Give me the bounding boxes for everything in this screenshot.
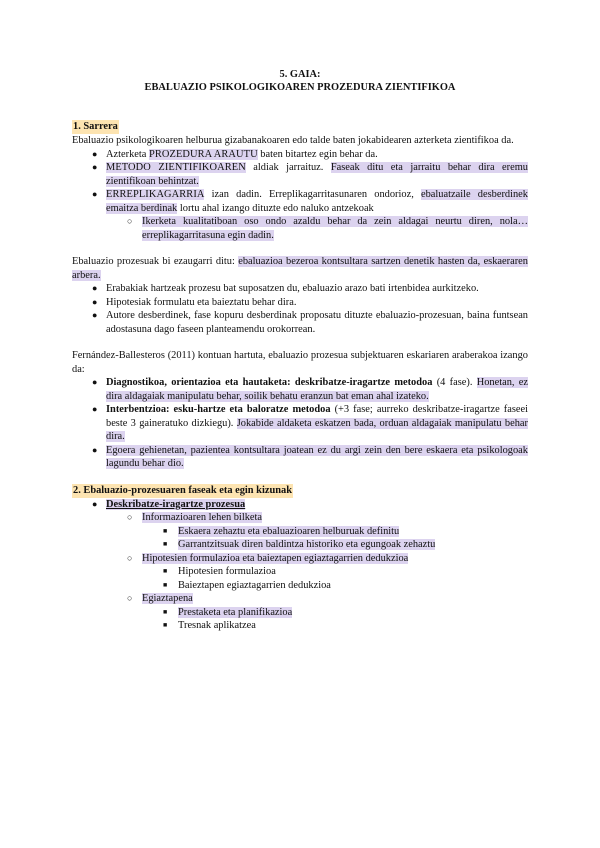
list-item: ● Hipotesiak formulatu eta baieztatu behar dira. [92,296,297,308]
section-1c [72,349,528,471]
list-item [72,444,528,471]
list-item: ● Autore desberdinek, fase kopuru desberdinak proposatu dituzte ebaluazio-prozesuan, baina funtsean adostasuna dago faseen planteamendu orokorrean. [92,310,528,335]
bullet-icon: ● [92,444,98,455]
section-1b-list [72,282,528,336]
square-bullet-icon: ■ [163,540,168,548]
highlight: Faseak ditu eta jarraitu behar dira eremu zientifikoan behintzat. [106,162,528,187]
section-2 [72,484,528,633]
bullet-icon: ● [92,189,98,199]
section-1 [72,120,528,242]
title-line-1: 5. GAIA: [279,69,321,80]
sub-list-item [72,215,528,242]
bullet-icon: ● [92,162,98,172]
bullet-icon: ● [92,404,98,414]
section-1-heading: 1. Sarrera [73,121,118,132]
highlight: Ikerketa kualitatiboan oso ondo azaldu behar da zein aldagai neurtu diren, nola… erreplikagarritasuna egin dadin. [142,216,528,241]
section-1c-list [72,376,528,471]
sub-list-item [72,511,528,525]
bullet-icon: ● [92,148,98,159]
section-2-heading: 2. Ebaluazio-prozesuaren faseak eta egin kizunak [73,484,292,496]
square-bullet-icon: ■ [163,607,168,616]
bullet-icon: ● [92,310,98,320]
bullet-icon: ● [92,296,98,307]
page-title [72,68,528,94]
list-item [72,498,528,512]
highlight: METODO ZIENTIFIKOAREN [106,162,246,173]
sub-sub-list-item [72,525,528,539]
highlight: PROZEDURA ARAUTU [148,148,258,160]
highlight: Prestaketa eta planifikazioa [178,606,293,618]
highlight: ebaluatzaile desberdinek emaitza berdinak [106,189,528,214]
highlight: Garrantzitsuak diren baldintza historiko eta egungoak zehaztu [178,539,436,550]
highlight: Egoera gehienetan, pazientea kontsultara joatean ez du argi zein den bere eskaera eta psikologoak lagundu behar dio. [106,444,528,469]
circle-bullet-icon: ○ [127,216,133,226]
square-bullet-icon: ■ [163,621,168,629]
circle-bullet-icon: ○ [127,512,133,522]
square-bullet-icon: ■ [163,567,168,575]
bullet-icon: ● [92,283,98,293]
section-1-list [72,148,528,243]
highlight: Eskaera zehaztu eta ebaluazioaren helburuak definitu [178,525,400,537]
list-item: ● Azterketa PROZEDURA ARAUTU baten bitartez egin behar da. [92,148,378,160]
sub-sub-list-item: ■ Tresnak aplikatzea [163,620,256,631]
list-item: ● ERREPLIKAGARRIA izan dadin. Erreplikagarritasunaren ondorioz, ebaluatzaile desberdinek emaitza berdinak lortu ahal izango dituzte edo naluko antzekoak [92,189,528,214]
section-1-intro: Ebaluazio psikologikoaren helburua gizabanakoaren edo talde baten jokabidearen azterketa zientifikoa da. [72,135,514,146]
sub-sub-list-item: ■ Baieztapen egiaztagarrien dedukzioa [163,579,331,591]
sub-sub-list-item [72,538,528,552]
bullet-icon: ● [92,377,98,387]
highlight: ERREPLIKAGARRIA [106,189,205,200]
list-item: ● METODO ZIENTIFIKOAREN aldiak jarraituz. Faseak ditu eta jarraitu behar dira eremu zientifikoan behintzat. [92,162,528,187]
list-item: ● Diagnostikoa, orientazioa eta hautaketa: deskribatze-iragartze metodoa (4 fase). Honetan, ez dira aldagaiak manipulatu behar, soilik behatu eranzun bat eman ahal izateko. [92,377,529,402]
bullet-icon: ● [92,498,98,509]
list-item: ● Erabakiak hartzeak prozesu bat suposatzen du, ebaluazio arazo bati irtenbidea aurkitzeko. [92,283,479,294]
sub-sub-list-item [72,606,528,620]
circle-bullet-icon: ○ [127,593,133,603]
document-page [72,68,528,633]
highlight: Egiaztapena [142,593,193,604]
highlight: ebaluazioa bezeroa kontsultara sartzen denetik hasten da, eskaeraren arbera. [72,256,528,281]
highlight: Informazioaren lehen bilketa [142,512,263,523]
sub-sub-list-item: ■ Hipotesien formulazioa [163,566,276,577]
highlight: Hipotesien formulazioa eta baieztapen egiaztagarrien dedukzioa [142,552,409,564]
highlight: Honetan, ez dira aldagaiak manipulatu behar, soilik behatu eranzun bat eman ahal izateko. [106,377,529,402]
circle-bullet-icon: ○ [127,552,133,563]
highlight: Jokabide aldaketa eskatzen bada, orduan aldagaiak manipulatu behar dira. [106,417,528,442]
section-1c-intro: Fernández-Ballesteros (2011) kontuan hartuta, ebaluazio prozesua subjektuaren eskariaren araberakoa izango da: [72,350,528,375]
sub-list-item [72,592,528,606]
title-line-2: EBALUAZIO PSIKOLOGIKOAREN PROZEDURA ZIENTIFIKOA [144,82,456,93]
section-1b [72,255,528,336]
list-item: ● Interbentzioa: esku-hartze eta baloratze metodoa (+3 fase; aurreko deskribatze-iragartze faseei beste 3 gaineratuko dizkiegu). Jokabide aldaketa eskatzen bada, orduan aldagaiak manipulatu behar dira. [92,404,528,442]
sub-list-item [72,552,528,566]
section-1b-intro: Ebaluazio prozesuak bi ezaugarri ditu: ebaluazioa bezeroa kontsultara sartzen denetik hasten da, eskaeraren arbera. [72,256,528,281]
square-bullet-icon: ■ [163,580,168,589]
square-bullet-icon: ■ [163,526,168,535]
highlight: Deskribatze-iragartze prozesua [106,498,246,510]
section-2-list [72,498,528,633]
